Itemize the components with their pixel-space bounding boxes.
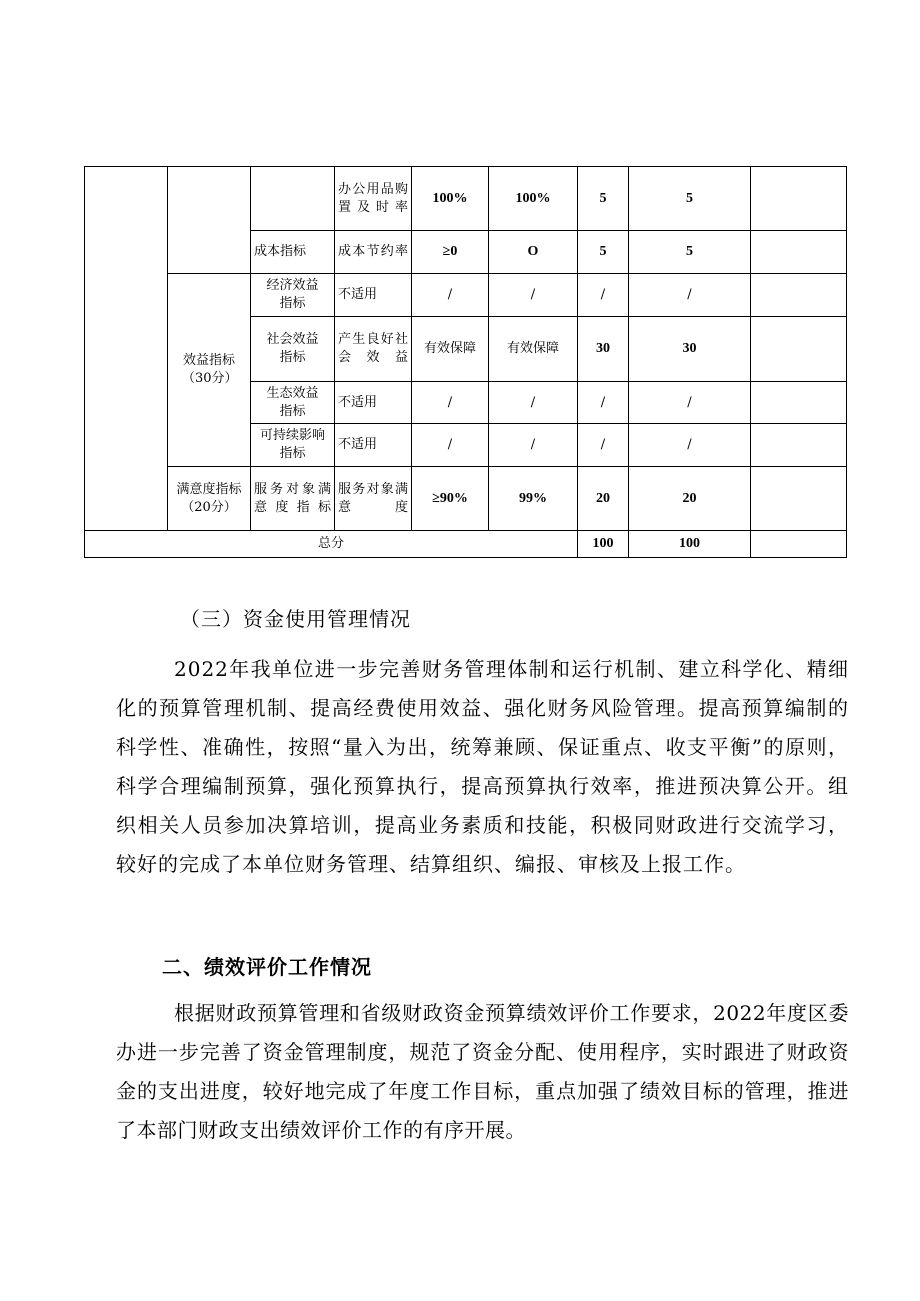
actual-cell: O [489, 231, 578, 274]
remark-cell [751, 274, 847, 317]
weight-cell: / [578, 424, 629, 467]
weight-cell: 5 [578, 231, 629, 274]
indicator-cell: 不适用 [335, 274, 412, 317]
total-score: 100 [629, 531, 751, 558]
level3-cell: 社会效益指标 [251, 317, 335, 382]
level2-cell [168, 167, 251, 274]
score-cell: 5 [629, 167, 751, 231]
target-cell: / [412, 424, 489, 467]
total-weight: 100 [578, 531, 629, 558]
remark-cell [751, 231, 847, 274]
remark-cell [751, 167, 847, 231]
weight-cell: / [578, 382, 629, 424]
indicator-cell: 办公用品购置及时率 [335, 167, 412, 231]
target-cell: / [412, 274, 489, 317]
remark-cell [751, 317, 847, 382]
score-cell: 30 [629, 317, 751, 382]
table-row [85, 167, 847, 231]
target-cell: / [412, 382, 489, 424]
level3-cell: 成本指标 [251, 231, 335, 274]
target-cell: ≥0 [412, 231, 489, 274]
indicator-cell: 产生良好社会效益 [335, 317, 412, 382]
indicator-cell: 不适用 [335, 382, 412, 424]
score-cell: / [629, 424, 751, 467]
indicator-cell: 不适用 [335, 424, 412, 467]
section-two-heading: 二、绩效评价工作情况 [162, 955, 372, 979]
actual-cell: 有效保障 [489, 317, 578, 382]
level3-cell: 服务对象满意度指标 [251, 467, 335, 531]
section3-title: （三）资金使用管理情况 [180, 607, 411, 631]
section3-paragraph: 2022年我单位进一步完善财务管理体制和运行机制、建立科学化、精细化的预算管理机制、提高经费使用效益、强化财务风险管理。提高预算编制的科学性、准确性，按照“量入为出，统筹兼顾、保证重点、收支平衡”的原则，科学合理编制预算，强化预算执行，提高预算执行效率，推进预决算公开。组织相关人员参加决算培训，提高业务素质和技能，积极同财政进行交流学习，较好的完成了本单位财务管理、结算组织、编报、审核及上报工作。 [116, 657, 849, 876]
table-row [85, 274, 847, 317]
remark-cell [751, 424, 847, 467]
level3-cell: 经济效益指标 [251, 274, 335, 317]
level2-cell: 效益指标（30分） [168, 274, 251, 467]
indicator-cell: 服务对象满意度 [335, 467, 412, 531]
target-cell: ≥90% [412, 467, 489, 531]
actual-cell: / [489, 274, 578, 317]
score-cell: 5 [629, 231, 751, 274]
total-label: 总分 [85, 531, 578, 558]
actual-cell: / [489, 382, 578, 424]
score-cell: 20 [629, 467, 751, 531]
remark-cell [751, 382, 847, 424]
total-row [85, 531, 847, 558]
target-cell: 有效保障 [412, 317, 489, 382]
level1-cell [85, 167, 168, 531]
remark-cell [751, 467, 847, 531]
level2-cell: 满意度指标（20分） [168, 467, 251, 531]
weight-cell: 5 [578, 167, 629, 231]
section-two-paragraph: 根据财政预算管理和省级财政资金预算绩效评价工作要求，2022年度区委办进一步完善了资金管理制度，规范了资金分配、使用程序，实时跟进了财政资金的支出进度，较好地完成了年度工作目标，重点加强了绩效目标的管理，推进了本部门财政支出绩效评价工作的有序开展。 [116, 1001, 849, 1142]
weight-cell: 20 [578, 467, 629, 531]
actual-cell: / [489, 424, 578, 467]
level3-cell: 可持续影响指标 [251, 424, 335, 467]
indicator-cell: 成本节约率 [335, 231, 412, 274]
level3-cell: 生态效益指标 [251, 382, 335, 424]
actual-cell: 100% [489, 167, 578, 231]
table-row [85, 467, 847, 531]
weight-cell: 30 [578, 317, 629, 382]
score-cell: / [629, 274, 751, 317]
score-cell: / [629, 382, 751, 424]
total-remark [751, 531, 847, 558]
target-cell: 100% [412, 167, 489, 231]
performance-indicator-table [84, 166, 847, 558]
level3-cell [251, 167, 335, 231]
weight-cell: / [578, 274, 629, 317]
actual-cell: 99% [489, 467, 578, 531]
